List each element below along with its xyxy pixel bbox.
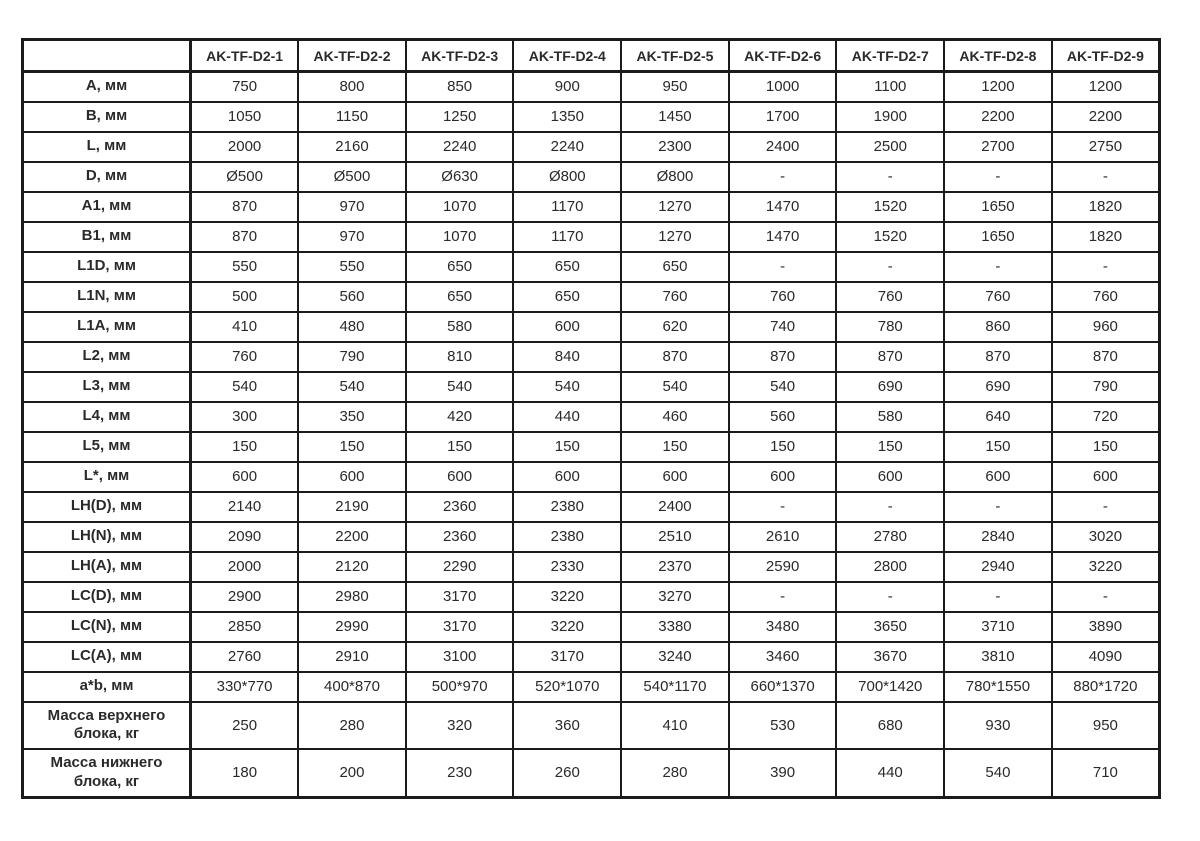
- cell: 660*1370: [729, 672, 837, 702]
- cell: -: [1052, 162, 1160, 192]
- cell: 700*1420: [836, 672, 944, 702]
- row-label: L2, мм: [23, 342, 191, 372]
- cell: 900: [513, 72, 621, 102]
- table-header-row: [23, 40, 1160, 72]
- cell: 2140: [191, 492, 299, 522]
- cell: 750: [191, 72, 299, 102]
- cell: 3480: [729, 612, 837, 642]
- cell: -: [836, 492, 944, 522]
- cell: 480: [298, 312, 406, 342]
- column-header: AK-TF-D2-6: [729, 40, 837, 72]
- cell: -: [729, 492, 837, 522]
- cell: 280: [621, 749, 729, 797]
- cell: 760: [191, 342, 299, 372]
- cell: 2200: [944, 102, 1052, 132]
- cell: 1200: [1052, 72, 1160, 102]
- row-label: Масса верхнего блока, кг: [23, 702, 191, 750]
- cell: 790: [1052, 372, 1160, 402]
- cell: 2760: [191, 642, 299, 672]
- table-row: [23, 132, 1160, 162]
- cell: 2900: [191, 582, 299, 612]
- row-label: B1, мм: [23, 222, 191, 252]
- row-label: LH(N), мм: [23, 522, 191, 552]
- cell: Ø500: [298, 162, 406, 192]
- cell: 390: [729, 749, 837, 797]
- row-label: A1, мм: [23, 192, 191, 222]
- cell: 650: [621, 252, 729, 282]
- cell: 1520: [836, 192, 944, 222]
- cell: -: [944, 492, 1052, 522]
- cell: 3170: [406, 582, 514, 612]
- cell: 2910: [298, 642, 406, 672]
- cell: 600: [513, 312, 621, 342]
- column-header: AK-TF-D2-5: [621, 40, 729, 72]
- row-label: L1A, мм: [23, 312, 191, 342]
- cell: 2500: [836, 132, 944, 162]
- cell: 1150: [298, 102, 406, 132]
- cell: 3270: [621, 582, 729, 612]
- cell: 540: [513, 372, 621, 402]
- cell: -: [836, 162, 944, 192]
- cell: 970: [298, 222, 406, 252]
- cell: 650: [406, 282, 514, 312]
- cell: 3220: [513, 612, 621, 642]
- cell: 870: [191, 222, 299, 252]
- row-label: L3, мм: [23, 372, 191, 402]
- cell: -: [944, 162, 1052, 192]
- table-row: [23, 342, 1160, 372]
- cell: 3670: [836, 642, 944, 672]
- cell: 870: [836, 342, 944, 372]
- row-label: Масса нижнего блока, кг: [23, 749, 191, 797]
- cell: 3220: [1052, 552, 1160, 582]
- cell: 1270: [621, 192, 729, 222]
- cell: 1250: [406, 102, 514, 132]
- cell: 870: [729, 342, 837, 372]
- row-label: D, мм: [23, 162, 191, 192]
- column-header: AK-TF-D2-9: [1052, 40, 1160, 72]
- cell: 2300: [621, 132, 729, 162]
- cell: 150: [298, 432, 406, 462]
- row-label: В, мм: [23, 102, 191, 132]
- cell: 260: [513, 749, 621, 797]
- row-label: LH(D), мм: [23, 492, 191, 522]
- cell: 1700: [729, 102, 837, 132]
- cell: 1650: [944, 192, 1052, 222]
- cell: 400*870: [298, 672, 406, 702]
- table-row: [23, 492, 1160, 522]
- cell: 3380: [621, 612, 729, 642]
- table-row: [23, 462, 1160, 492]
- cell: 530: [729, 702, 837, 750]
- table-row: [23, 402, 1160, 432]
- cell: 150: [406, 432, 514, 462]
- cell: 810: [406, 342, 514, 372]
- cell: 320: [406, 702, 514, 750]
- cell: 790: [298, 342, 406, 372]
- cell: 550: [298, 252, 406, 282]
- cell: 760: [1052, 282, 1160, 312]
- cell: 950: [621, 72, 729, 102]
- cell: 600: [513, 462, 621, 492]
- table-row: [23, 672, 1160, 702]
- cell: 2400: [729, 132, 837, 162]
- cell: 3170: [406, 612, 514, 642]
- cell: 690: [944, 372, 1052, 402]
- cell: 540*1170: [621, 672, 729, 702]
- table-row: [23, 312, 1160, 342]
- cell: 600: [836, 462, 944, 492]
- cell: 1270: [621, 222, 729, 252]
- cell: 1820: [1052, 222, 1160, 252]
- cell: 1000: [729, 72, 837, 102]
- column-header: AK-TF-D2-3: [406, 40, 514, 72]
- cell: 620: [621, 312, 729, 342]
- cell: -: [729, 252, 837, 282]
- cell: 280: [298, 702, 406, 750]
- cell: 2990: [298, 612, 406, 642]
- column-header: AK-TF-D2-2: [298, 40, 406, 72]
- table-row: [23, 612, 1160, 642]
- cell: 640: [944, 402, 1052, 432]
- cell: 540: [944, 749, 1052, 797]
- cell: 720: [1052, 402, 1160, 432]
- cell: 1820: [1052, 192, 1160, 222]
- cell: 2400: [621, 492, 729, 522]
- row-label: LC(D), мм: [23, 582, 191, 612]
- cell: 410: [621, 702, 729, 750]
- table-row: [23, 282, 1160, 312]
- cell: 180: [191, 749, 299, 797]
- cell: 520*1070: [513, 672, 621, 702]
- row-label: LC(A), мм: [23, 642, 191, 672]
- cell: -: [1052, 492, 1160, 522]
- cell: 150: [836, 432, 944, 462]
- cell: 580: [836, 402, 944, 432]
- header-row: [23, 40, 1160, 72]
- cell: 1070: [406, 192, 514, 222]
- cell: 2380: [513, 492, 621, 522]
- cell: 1520: [836, 222, 944, 252]
- cell: 2090: [191, 522, 299, 552]
- cell: 600: [729, 462, 837, 492]
- row-label: a*b, мм: [23, 672, 191, 702]
- table-row: [23, 162, 1160, 192]
- table-row: [23, 372, 1160, 402]
- cell: -: [729, 582, 837, 612]
- cell: 2240: [513, 132, 621, 162]
- cell: -: [944, 582, 1052, 612]
- cell: 360: [513, 702, 621, 750]
- cell: 860: [944, 312, 1052, 342]
- table-row: [23, 749, 1160, 797]
- spec-table: [21, 38, 1161, 799]
- table-row: [23, 72, 1160, 102]
- cell: 780: [836, 312, 944, 342]
- cell: 330*770: [191, 672, 299, 702]
- cell: 690: [836, 372, 944, 402]
- table-row: [23, 102, 1160, 132]
- cell: 850: [406, 72, 514, 102]
- cell: 600: [944, 462, 1052, 492]
- cell: 2780: [836, 522, 944, 552]
- table-row: [23, 522, 1160, 552]
- cell: 740: [729, 312, 837, 342]
- cell: 1100: [836, 72, 944, 102]
- cell: 880*1720: [1052, 672, 1160, 702]
- cell: 1470: [729, 192, 837, 222]
- row-label: L, мм: [23, 132, 191, 162]
- cell: 540: [406, 372, 514, 402]
- table-row: [23, 222, 1160, 252]
- table-body: [23, 72, 1160, 798]
- table-row: [23, 552, 1160, 582]
- cell: 870: [621, 342, 729, 372]
- row-label: L4, мм: [23, 402, 191, 432]
- cell: 560: [298, 282, 406, 312]
- cell: 870: [191, 192, 299, 222]
- cell: 150: [513, 432, 621, 462]
- cell: 1470: [729, 222, 837, 252]
- cell: -: [1052, 252, 1160, 282]
- cell: 440: [836, 749, 944, 797]
- cell: 2590: [729, 552, 837, 582]
- cell: 3460: [729, 642, 837, 672]
- cell: 800: [298, 72, 406, 102]
- cell: -: [944, 252, 1052, 282]
- cell: 540: [621, 372, 729, 402]
- row-label: LC(N), мм: [23, 612, 191, 642]
- cell: 4090: [1052, 642, 1160, 672]
- cell: 2000: [191, 552, 299, 582]
- cell: 540: [298, 372, 406, 402]
- cell: 650: [406, 252, 514, 282]
- cell: 2120: [298, 552, 406, 582]
- cell: 2190: [298, 492, 406, 522]
- cell: 580: [406, 312, 514, 342]
- cell: 500*970: [406, 672, 514, 702]
- cell: 1170: [513, 192, 621, 222]
- column-header: AK-TF-D2-7: [836, 40, 944, 72]
- table-row: [23, 252, 1160, 282]
- cell: 2840: [944, 522, 1052, 552]
- cell: 150: [621, 432, 729, 462]
- column-header: AK-TF-D2-4: [513, 40, 621, 72]
- cell: 840: [513, 342, 621, 372]
- cell: 1900: [836, 102, 944, 132]
- cell: 650: [513, 252, 621, 282]
- cell: 500: [191, 282, 299, 312]
- cell: 680: [836, 702, 944, 750]
- cell: 600: [621, 462, 729, 492]
- cell: 1200: [944, 72, 1052, 102]
- cell: 2610: [729, 522, 837, 552]
- cell: -: [729, 162, 837, 192]
- cell: 960: [1052, 312, 1160, 342]
- cell: 2510: [621, 522, 729, 552]
- cell: 760: [944, 282, 1052, 312]
- cell: 600: [1052, 462, 1160, 492]
- cell: 870: [1052, 342, 1160, 372]
- cell: 3170: [513, 642, 621, 672]
- cell: Ø800: [621, 162, 729, 192]
- cell: 3240: [621, 642, 729, 672]
- cell: 420: [406, 402, 514, 432]
- cell: 600: [406, 462, 514, 492]
- cell: Ø500: [191, 162, 299, 192]
- cell: 600: [298, 462, 406, 492]
- cell: 2380: [513, 522, 621, 552]
- cell: 650: [513, 282, 621, 312]
- cell: 2330: [513, 552, 621, 582]
- cell: 2000: [191, 132, 299, 162]
- cell: 1450: [621, 102, 729, 132]
- cell: 2700: [944, 132, 1052, 162]
- cell: 2750: [1052, 132, 1160, 162]
- cell: 930: [944, 702, 1052, 750]
- cell: 2800: [836, 552, 944, 582]
- cell: 3220: [513, 582, 621, 612]
- cell: 540: [729, 372, 837, 402]
- cell: 2940: [944, 552, 1052, 582]
- cell: 540: [191, 372, 299, 402]
- column-header: AK-TF-D2-8: [944, 40, 1052, 72]
- cell: 2240: [406, 132, 514, 162]
- cell: 150: [1052, 432, 1160, 462]
- cell: -: [1052, 582, 1160, 612]
- cell: 460: [621, 402, 729, 432]
- cell: 2360: [406, 522, 514, 552]
- cell: 970: [298, 192, 406, 222]
- cell: 350: [298, 402, 406, 432]
- cell: 1350: [513, 102, 621, 132]
- cell: 3890: [1052, 612, 1160, 642]
- cell: -: [836, 252, 944, 282]
- cell: 440: [513, 402, 621, 432]
- cell: 2360: [406, 492, 514, 522]
- cell: 760: [836, 282, 944, 312]
- cell: 2200: [1052, 102, 1160, 132]
- cell: 150: [729, 432, 837, 462]
- row-label: L1D, мм: [23, 252, 191, 282]
- cell: 780*1550: [944, 672, 1052, 702]
- cell: 2200: [298, 522, 406, 552]
- corner-cell: [23, 40, 191, 72]
- cell: 250: [191, 702, 299, 750]
- cell: 3650: [836, 612, 944, 642]
- cell: 3020: [1052, 522, 1160, 552]
- cell: 760: [729, 282, 837, 312]
- table-row: [23, 582, 1160, 612]
- cell: 710: [1052, 749, 1160, 797]
- cell: 2370: [621, 552, 729, 582]
- cell: 550: [191, 252, 299, 282]
- cell: 2160: [298, 132, 406, 162]
- cell: 600: [191, 462, 299, 492]
- cell: 3100: [406, 642, 514, 672]
- table-row: [23, 702, 1160, 750]
- cell: 230: [406, 749, 514, 797]
- cell: 410: [191, 312, 299, 342]
- cell: 150: [944, 432, 1052, 462]
- table-row: [23, 192, 1160, 222]
- cell: 3710: [944, 612, 1052, 642]
- row-label: L5, мм: [23, 432, 191, 462]
- cell: 1650: [944, 222, 1052, 252]
- cell: 870: [944, 342, 1052, 372]
- cell: 2980: [298, 582, 406, 612]
- cell: 560: [729, 402, 837, 432]
- column-header: AK-TF-D2-1: [191, 40, 299, 72]
- cell: 1070: [406, 222, 514, 252]
- cell: 1050: [191, 102, 299, 132]
- cell: Ø630: [406, 162, 514, 192]
- row-label: L*, мм: [23, 462, 191, 492]
- row-label: L1N, мм: [23, 282, 191, 312]
- cell: Ø800: [513, 162, 621, 192]
- cell: 2850: [191, 612, 299, 642]
- cell: 760: [621, 282, 729, 312]
- cell: 150: [191, 432, 299, 462]
- cell: 200: [298, 749, 406, 797]
- cell: 950: [1052, 702, 1160, 750]
- cell: 2290: [406, 552, 514, 582]
- cell: 300: [191, 402, 299, 432]
- row-label: LH(A), мм: [23, 552, 191, 582]
- cell: 1170: [513, 222, 621, 252]
- cell: -: [836, 582, 944, 612]
- table-row: [23, 642, 1160, 672]
- row-label: А, мм: [23, 72, 191, 102]
- table-row: [23, 432, 1160, 462]
- cell: 3810: [944, 642, 1052, 672]
